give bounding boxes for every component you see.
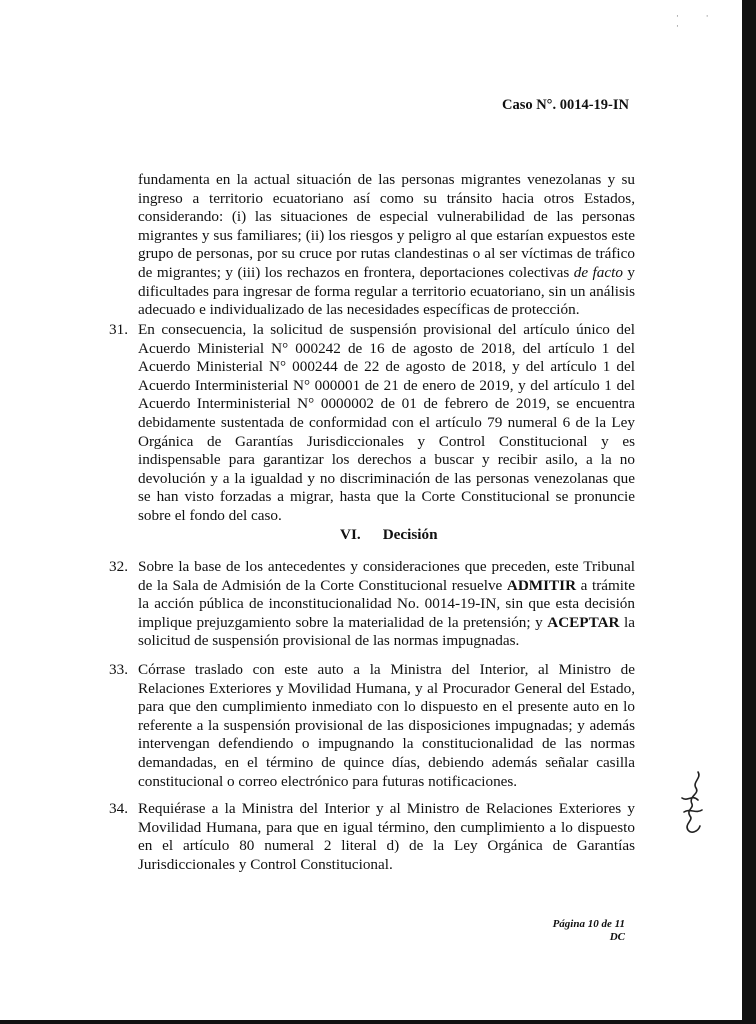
aceptar-emphasis: ACEPTAR bbox=[547, 613, 620, 631]
admitir-emphasis: ADMITIR bbox=[506, 576, 577, 594]
case-number: Caso N°. 0014-19-IN bbox=[501, 97, 629, 113]
handwritten-initials-signature bbox=[678, 768, 708, 838]
intro-text-b: y dificultades para ingresar de forma regular a territorio ecuatoriano, sin un análisis adecuado e individualizado de las necesidades específicas de protección. bbox=[138, 263, 635, 319]
paragraph-number: 33. bbox=[109, 661, 128, 678]
paragraph-33 bbox=[109, 661, 635, 791]
p32-text-a: Sobre la base de los antecedentes y consideraciones que preceden, este Tribunal de la Sala de Admisión de la Corte Constitucional resuelve bbox=[138, 558, 635, 594]
author-initials: DC bbox=[609, 931, 625, 943]
paragraph-text: Requiérase a la Ministra del Interior y al Ministro de Relaciones Exteriores y Movilidad Humana, para que en igual término, den cumplimiento a lo dispuesto en el artículo 80 numeral 2 literal d) de la Ley Orgánica de Garantías Jurisdiccionales y Control Constitucional. bbox=[138, 800, 635, 873]
section-heading bbox=[340, 526, 438, 544]
intro-text-a: fundamenta en la actual situación de las personas migrantes venezolanas y su ingreso a territorio ecuatoriano así como su tránsito hacia otros Estados, considerando: (i) las situaciones de especial vulnerabilidad de las personas migrantes y sus familiares; (ii) los riesgos y peligro al que estarían expuestos este grupo de personas, por su cruce por rutas clandestinas o al ser víctimas de tráfico de migrantes; y (iii) los rechazos en frontera, deportaciones colectivas bbox=[138, 171, 635, 281]
paragraph-number: 34. bbox=[109, 800, 128, 817]
page-footer bbox=[553, 918, 625, 944]
section-title: Decisión bbox=[382, 526, 438, 543]
paragraph-number: 32. bbox=[109, 558, 128, 575]
scan-frame-right bbox=[742, 0, 756, 1024]
paragraph-31 bbox=[109, 321, 635, 526]
intro-paragraph bbox=[138, 171, 635, 320]
paragraph-text bbox=[138, 558, 635, 651]
intro-italic-text: de facto bbox=[573, 263, 623, 281]
paragraph-text: En consecuencia, la solicitud de suspensión provisional del artículo único del Acuerdo Ministerial N° 000242 de 16 de agosto de 2018, del artículo 1 del Acuerdo Ministerial N° 000244 de 22 de agosto de 2018, y del artículo 1 del Acuerdo Interministerial N° 000001 de 21 de enero de 2019, y del artículo 1 del Acuerdo Interministerial N° 0000002 de 01 de febrero de 2019, se encuentra debidamente sustentada de conformidad con el artículo 79 numeral 6 de la Ley Orgánica de Garantías Jurisdiccionales y Control Constitucional y es indispensable para garantizar los derechos a buscar y recibir asilo, a la no devolución y a la igualdad y no discriminación de las personas venezolanas que se han visto forzadas a migrar, hasta que la Corte Constitucional se pronuncie sobre el fondo del caso. bbox=[138, 321, 635, 524]
scan-frame-bottom bbox=[0, 1020, 756, 1024]
paragraph-number: 31. bbox=[109, 321, 128, 338]
scan-specks: · · · bbox=[676, 12, 721, 32]
p32-text-c: la solicitud de suspensión provisional de las normas impugnadas. bbox=[138, 613, 635, 650]
p32-text-b: a trámite la acción pública de inconstitucionalidad No. 0014-19-IN, sin que esta decisión implique prejuzgamiento sobre la materialidad de la pretensión; y bbox=[138, 576, 635, 631]
paragraph-34 bbox=[109, 800, 635, 874]
paragraph-32 bbox=[109, 558, 635, 651]
section-number: VI. bbox=[340, 526, 361, 543]
paragraph-text: Córrase traslado con este auto a la Ministra del Interior, al Ministro de Relaciones Exteriores y Movilidad Humana, y al Procurador General del Estado, para que den cumplimiento inmediato con lo dispuesto en el presente auto en lo referente a la suspensión provisional de las disposiciones impugnadas; y además intervengan defendiendo o impugnando la constitucionalidad de las normas demandadas, en el término de quince días, debiendo además señalar casilla constitucional o correo electrónico para futuras notificaciones. bbox=[138, 661, 635, 790]
page-number-label: Página 10 de 11 bbox=[552, 918, 625, 930]
